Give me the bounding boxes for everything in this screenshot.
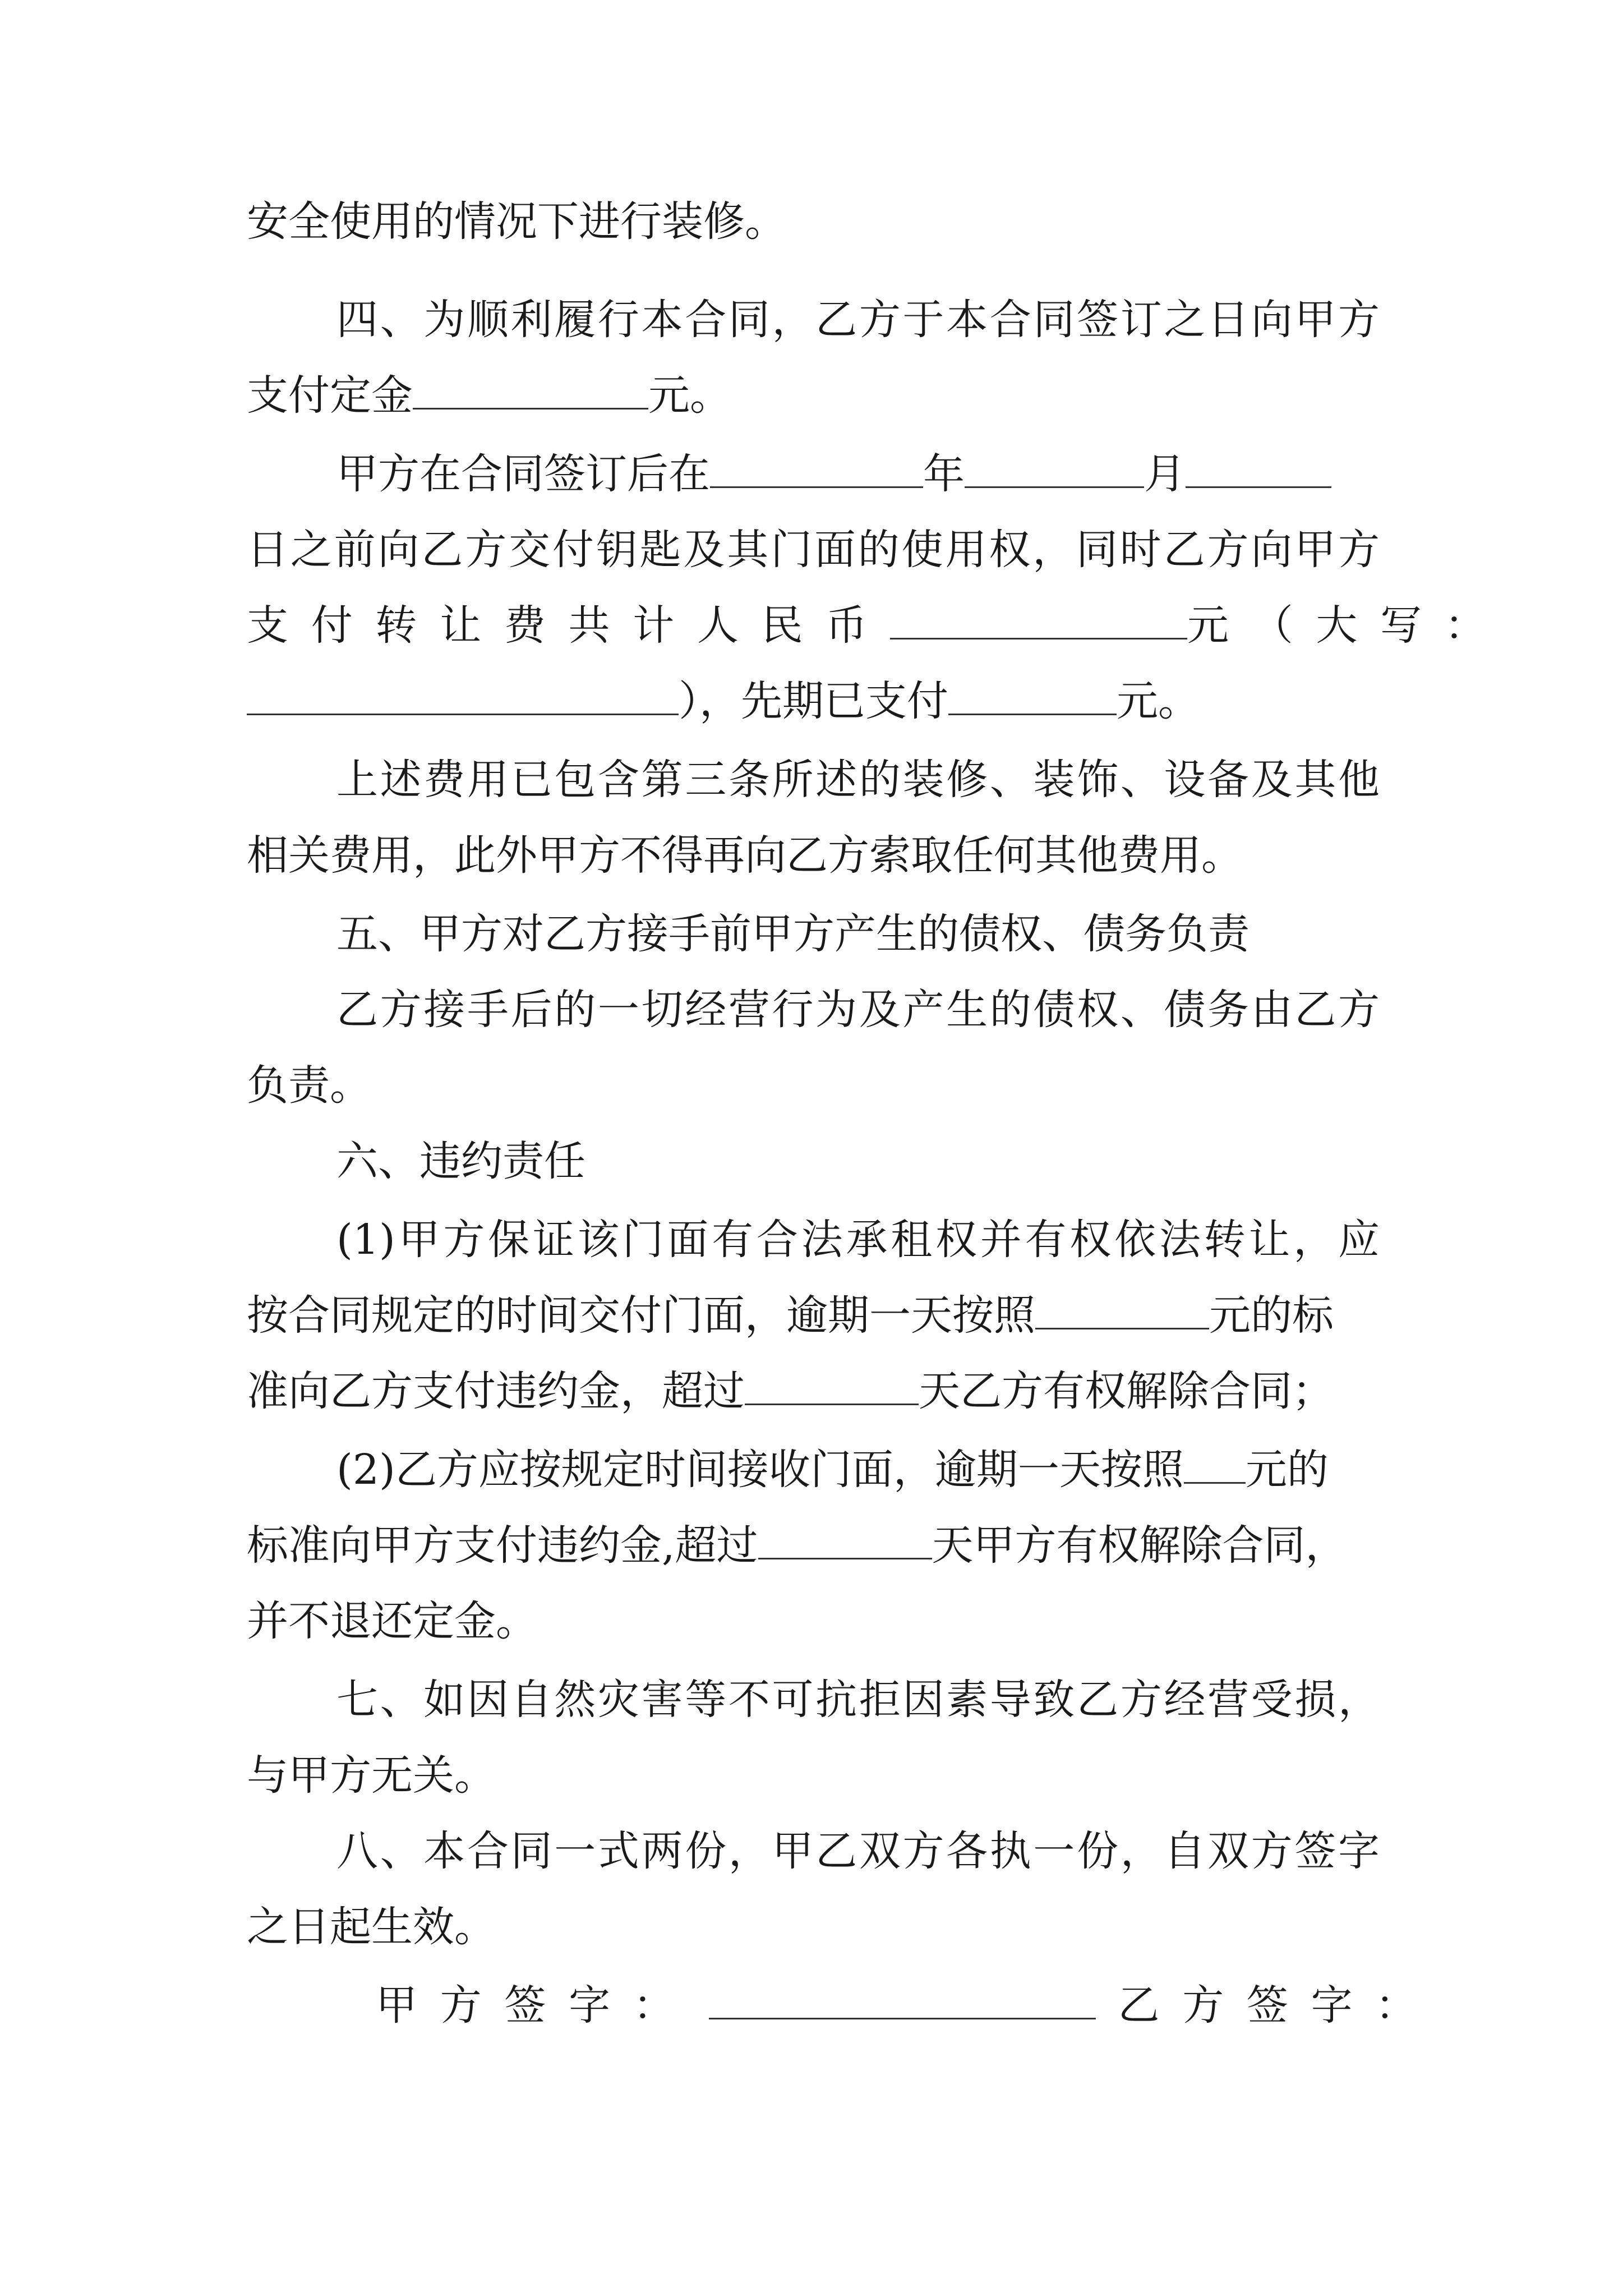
penalty-a-days-line: 准向乙方支付违约金，超过 天乙方有权解除合同； [247, 1363, 1380, 1419]
penalty-a-line: 按合同规定的时间交付门面，逾期一天按照 元的标 [247, 1287, 1380, 1343]
transfer-fee-blank[interactable] [890, 599, 1187, 639]
text-line: 相关费用，此外甲方不得再向乙方索取任何其他费用。 [247, 831, 1243, 880]
month-blank[interactable] [965, 447, 1144, 488]
penalty-b-line: (2)乙方应按规定时间接收门面，逾期一天按照 元的 [336, 1442, 1380, 1498]
text-line: 日之前向乙方交付钥匙及其门面的使用权，同时乙方向甲方 [247, 526, 1380, 574]
clause-8-line: 八、本合同一式两份，甲乙双方各执一份，自双方签字 [336, 1827, 1380, 1875]
penalty-b-days-blank[interactable] [758, 1519, 932, 1559]
penalty-b-days-line: 标准向甲方支付违约金,超过 天甲方有权解除合同， [247, 1517, 1380, 1573]
penalty-a-blank[interactable] [1035, 1289, 1209, 1329]
party-a-signature-blank[interactable] [709, 1978, 1096, 2019]
text-line: 并不退还定金。 [247, 1597, 537, 1645]
signature-line: 甲方签字： 乙方签字： [376, 1977, 1380, 2033]
year-blank[interactable] [710, 447, 923, 488]
penalty-a-days-blank[interactable] [745, 1364, 919, 1405]
text-line: 负责。 [247, 1061, 371, 1110]
capital-amount-line: ），先期已支付 元。 [247, 673, 1380, 729]
penalty-b-blank[interactable] [1184, 1443, 1246, 1484]
transfer-fee-line: 支付转让费共计人民币 元（大写： [247, 597, 1380, 654]
text-line: 安全使用的情况下进行装修。 [247, 197, 786, 246]
text-line: 乙方接手后的一切经营行为及产生的债权、债务由乙方 [336, 986, 1380, 1034]
clause-5-line: 五、甲方对乙方接手前甲方产生的债权、债务负责 [336, 910, 1249, 958]
deposit-line: 支付定金 元。 [247, 367, 1380, 424]
text-line: 上述费用已包含第三条所述的装修、装饰、设备及其他 [336, 756, 1380, 804]
clause-6-heading: 六、违约责任 [336, 1137, 585, 1185]
handover-date-line: 甲方在合同签订后在 年 月 [336, 446, 1380, 502]
day-blank[interactable] [1186, 447, 1331, 488]
deposit-blank[interactable] [413, 369, 648, 409]
text-line: (1)甲方保证该门面有合法承租权并有权依法转让，应 [336, 1216, 1380, 1264]
clause-4-line: 四、为顺利履行本合同，乙方于本合同签订之日向甲方 [336, 296, 1380, 344]
text-line: 之日起生效。 [247, 1903, 496, 1951]
text-line: 与甲方无关。 [247, 1751, 496, 1800]
prepaid-blank[interactable] [948, 674, 1117, 715]
capital-amount-blank[interactable] [247, 674, 679, 715]
clause-7-line: 七、如因自然灾害等不可抗拒因素导致乙方经营受损， [336, 1676, 1380, 1724]
